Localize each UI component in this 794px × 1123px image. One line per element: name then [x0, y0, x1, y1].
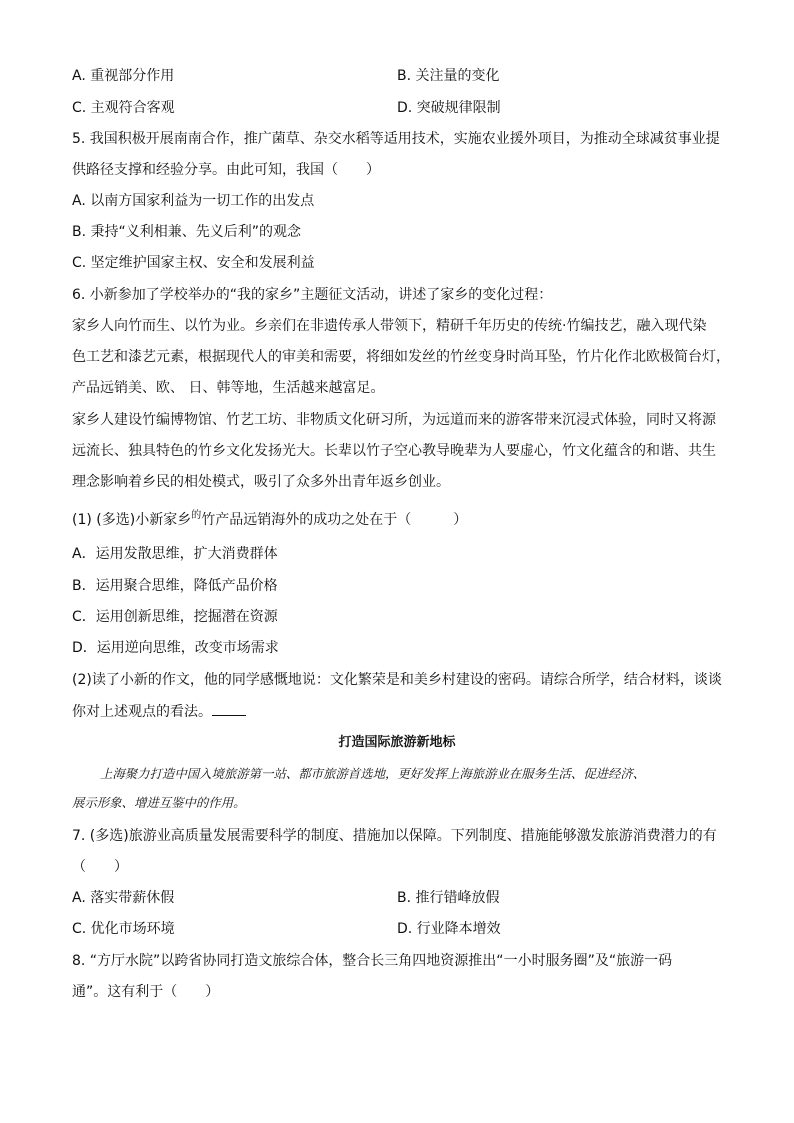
material-line: 家乡人建设竹编博物馆、竹艺工坊、非物质文化研习所，为远道而来的游客带来沉浸式体验，同时又将源: [72, 412, 716, 428]
option-5b: B. 秉持“义利相兼、先义后利”的观念: [72, 224, 302, 240]
material-line: 家乡人向竹而生、以竹为业。乡亲们在非遗传承人带领下，精研千年历史的传统·竹编技艺，融入现代染: [72, 318, 707, 334]
option-6b: B．运用聚合思维，降低产品价格: [72, 578, 278, 594]
section-intro-line: 上海聚力打造中国入境旅游第一站、都市旅游首选地，更好发挥上海旅游业在服务生活、促进经济、: [100, 766, 646, 781]
sub-question-2: (2)读了小新的作文，他的同学感慨地说：文化繁荣是和美乡村建设的密码。请综合所学，结合材料，谈谈: [72, 672, 722, 688]
option-4c: C. 主观符合客观: [72, 100, 175, 116]
option-6a: A．运用发散思维，扩大消费群体: [72, 546, 278, 562]
option-4d: D. 突破规律限制: [397, 100, 501, 116]
sub-question-1-sup: 的: [191, 510, 202, 521]
option-7b: B. 推行错峰放假: [397, 890, 500, 906]
option-6d: D．运用逆向思维，改变市场需求: [72, 640, 279, 656]
material-line: 色工艺和漆艺元素，根据现代人的审美和需要，将细如发丝的竹丝变身时尚耳坠，竹片化作北欧极简台灯，: [72, 349, 730, 365]
sub-question-1: [72, 510, 467, 532]
section-title: 打造国际旅游新地标: [338, 735, 456, 750]
option-7a: A. 落实带薪休假: [72, 890, 175, 906]
material-line: 远流长、独具特色的竹乡文化发扬光大。长辈以竹子空心教导晚辈为人要虚心，竹文化蕴含的和谐、共生: [72, 443, 716, 459]
question-7-stem-cont: （ ）: [72, 859, 128, 875]
material-line: 产品远销美、欧、 日、韩等地，生活越来越富足。: [72, 380, 385, 396]
answer-blank: [212, 703, 246, 716]
option-5a: A. 以南方国家利益为一切工作的出发点: [72, 193, 315, 209]
section-intro-line: 展示形象、增进互鉴中的作用。: [72, 795, 246, 810]
option-6c: C．运用创新思维，挖掘潜在资源: [72, 609, 278, 625]
question-8-stem-cont: 通”。这有利于（ ）: [72, 984, 220, 1000]
question-7-stem: 7. (多选)旅游业高质量发展需要科学的制度、措施加以保障。下列制度、措施能够激发旅游消费潜力的有: [72, 828, 717, 844]
sub-question-1-pre: (1) (多选)小新家乡: [72, 512, 192, 528]
question-6-stem: 6. 小新参加了学校举办的“我的家乡”主题征文活动，讲述了家乡的变化过程：: [72, 287, 553, 303]
sub-question-1-post: 竹产品远销海外的成功之处在于（ ）: [201, 512, 468, 528]
option-5c: C. 坚定维护国家主权、安全和发展利益: [72, 255, 315, 271]
option-7c: C. 优化市场环境: [72, 921, 175, 937]
option-4b: B. 关注量的变化: [397, 68, 500, 84]
option-4a: A. 重视部分作用: [72, 68, 175, 84]
question-5-stem: 5. 我国积极开展南南合作，推广菌草、杂交水稻等适用技术，实施农业援外项目，为推动全球减贫事业提: [72, 131, 720, 147]
material-line: 理念影响着乡民的相处模式，吸引了众多外出青年返乡创业。: [72, 474, 450, 490]
sub-question-2-text: 你对上述观点的看法。: [72, 704, 212, 720]
option-7d: D. 行业降本增效: [397, 921, 501, 937]
question-5-stem-cont: 供路径支撑和经验分享。由此可知，我国（ ）: [72, 162, 380, 178]
sub-question-2-cont: [72, 702, 246, 722]
question-8-stem: 8. “方厅水院”以跨省协同打造文旅综合体，整合长三角四地资源推出“一小时服务圈”及“旅游一码: [72, 953, 673, 969]
